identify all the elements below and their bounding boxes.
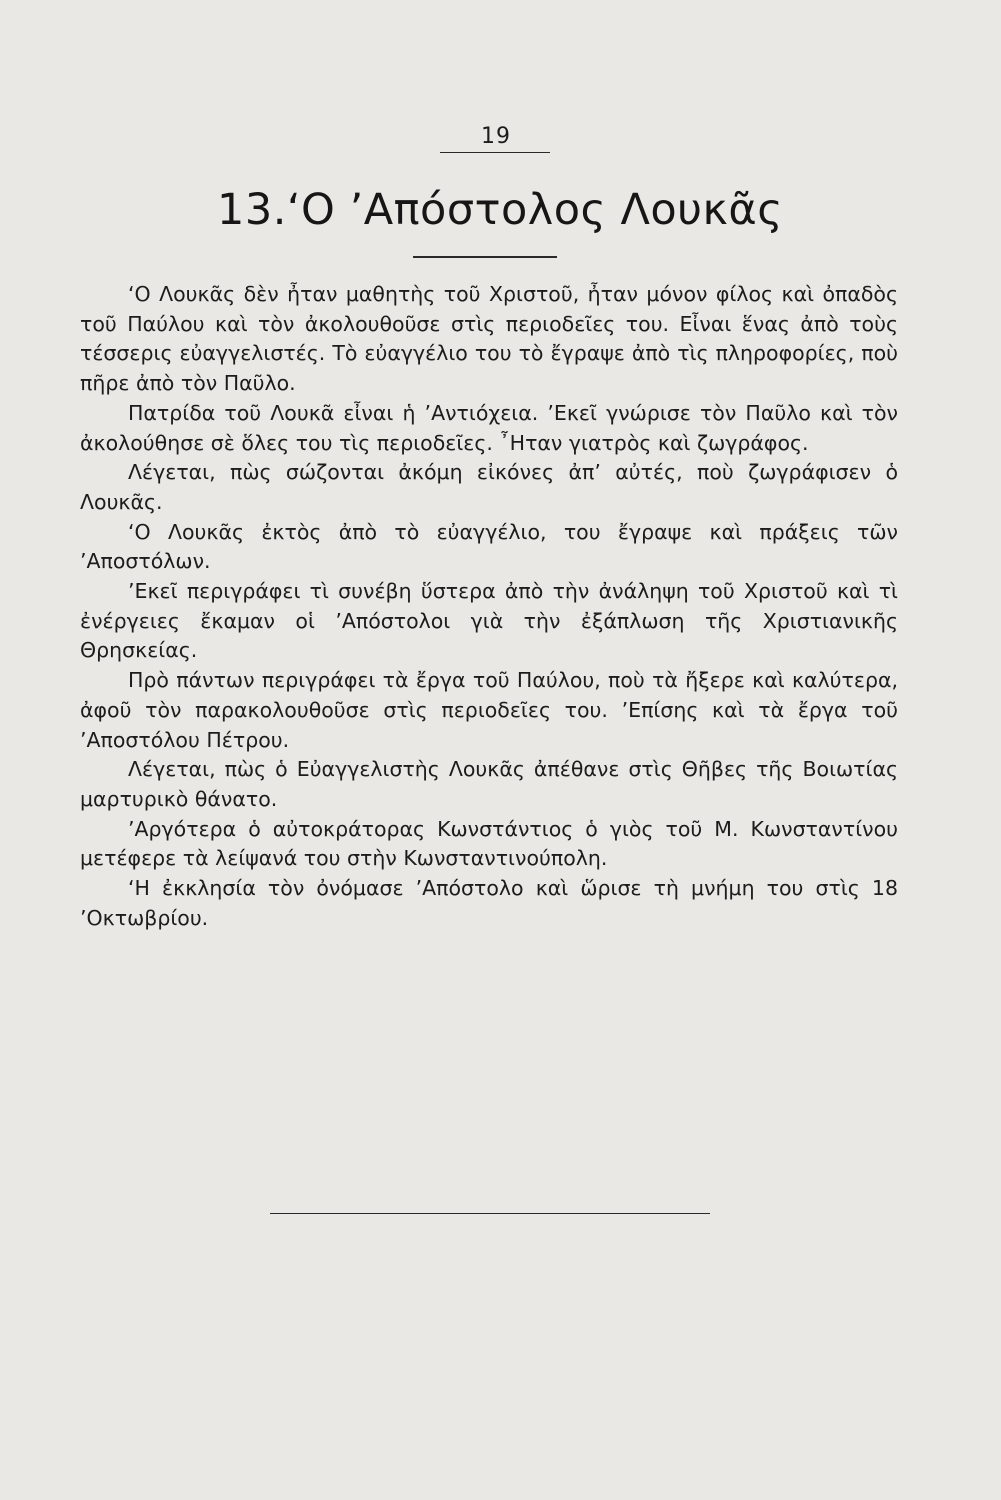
paragraph: Λέγεται, πὼς ὁ Εὐαγγελιστὴς Λουκᾶς ἀπέθανε στὶς Θῆβες τῆς Βοιωτίας μαρτυρικὸ θάνατο. (80, 757, 898, 811)
paragraph: ‘Η ἐκκλησία τὸν ὀνόμασε ’Απόστολο καὶ ὥρισε τὴ μνήμη του στὶς 18 ’Οκτωβρίου. (80, 876, 898, 930)
paragraph: Πατρίδα τοῦ Λουκᾶ εἶναι ἡ ’Αντιόχεια. ’Εκεῖ γνώρισε τὸν Παῦλο καὶ τὸν ἀκολούθησε σὲ ὅλες του τὶς περιοδεῖες. ῏Ηταν γιατρὸς καὶ ζωγράφος. (80, 400, 898, 455)
paragraph: Πρὸ πάντων περιγράφει τὰ ἔργα τοῦ Παύλου, ποὺ τὰ ἤξερε καὶ καλύτερα, ἀφοῦ τὸν παρακολουθοῦσε στὶς περιοδεῖες του. ’Επίσης καὶ τὰ ἔργα τοῦ ’Αποστόλου Πέτρου. (80, 668, 898, 752)
page-number: 19 (481, 124, 511, 149)
chapter-body (80, 280, 898, 933)
end-rule (270, 1213, 710, 1214)
title-rule (413, 256, 557, 258)
paragraph: ’Αργότερα ὁ αὐτοκράτορας Κωνστάντιος ὁ γιὸς τοῦ Μ. Κωνσταντίνου μετέφερε τὰ λείψανά του στὴν Κωνσταντινούπολη. (80, 816, 898, 871)
paragraph: ‘Ο Λουκᾶς ἐκτὸς ἀπὸ τὸ εὐαγγέλιο, του ἔγραψε καὶ πράξεις τῶν ’Αποστόλων. (80, 519, 898, 574)
paragraph: ‘Ο Λουκᾶς δὲν ἦταν μαθητὴς τοῦ Χριστοῦ, ἦταν μόνον φίλος καὶ ὀπαδὸς τοῦ Παύλου καὶ τὸν ἀκολουθοῦσε στὶς περιοδεῖες του. Εἶναι ἕνας ἀπὸ τοὺς τέσσερις εὐαγγελιστές. Τὸ εὐαγγέλιο του τὸ ἔγραψε ἀπὸ τὶς πληροφορίες, ποὺ πῆρε ἀπὸ τὸν Παῦλο. (80, 282, 898, 396)
paragraph: ’Εκεῖ περιγράφει τὶ συνέβη ὕστερα ἀπὸ τὴν ἀνάληψη τοῦ Χριστοῦ καὶ τὶ ἐνέργειες ἔκαμαν οἱ ’Απόστολοι γιὰ τὴν ἐξάπλωση τῆς Χριστιανικῆς Θρησκείας. (80, 579, 898, 663)
chapter-title: 13.‘Ο ’Απόστολος Λουκᾶς (217, 185, 783, 235)
page-number-rule (440, 152, 550, 153)
paragraph: Λέγεται, πὼς σώζονται ἀκόμη εἰκόνες ἀπ’ αὐτές, ποὺ ζωγράφισεν ὁ Λουκᾶς. (80, 460, 898, 514)
